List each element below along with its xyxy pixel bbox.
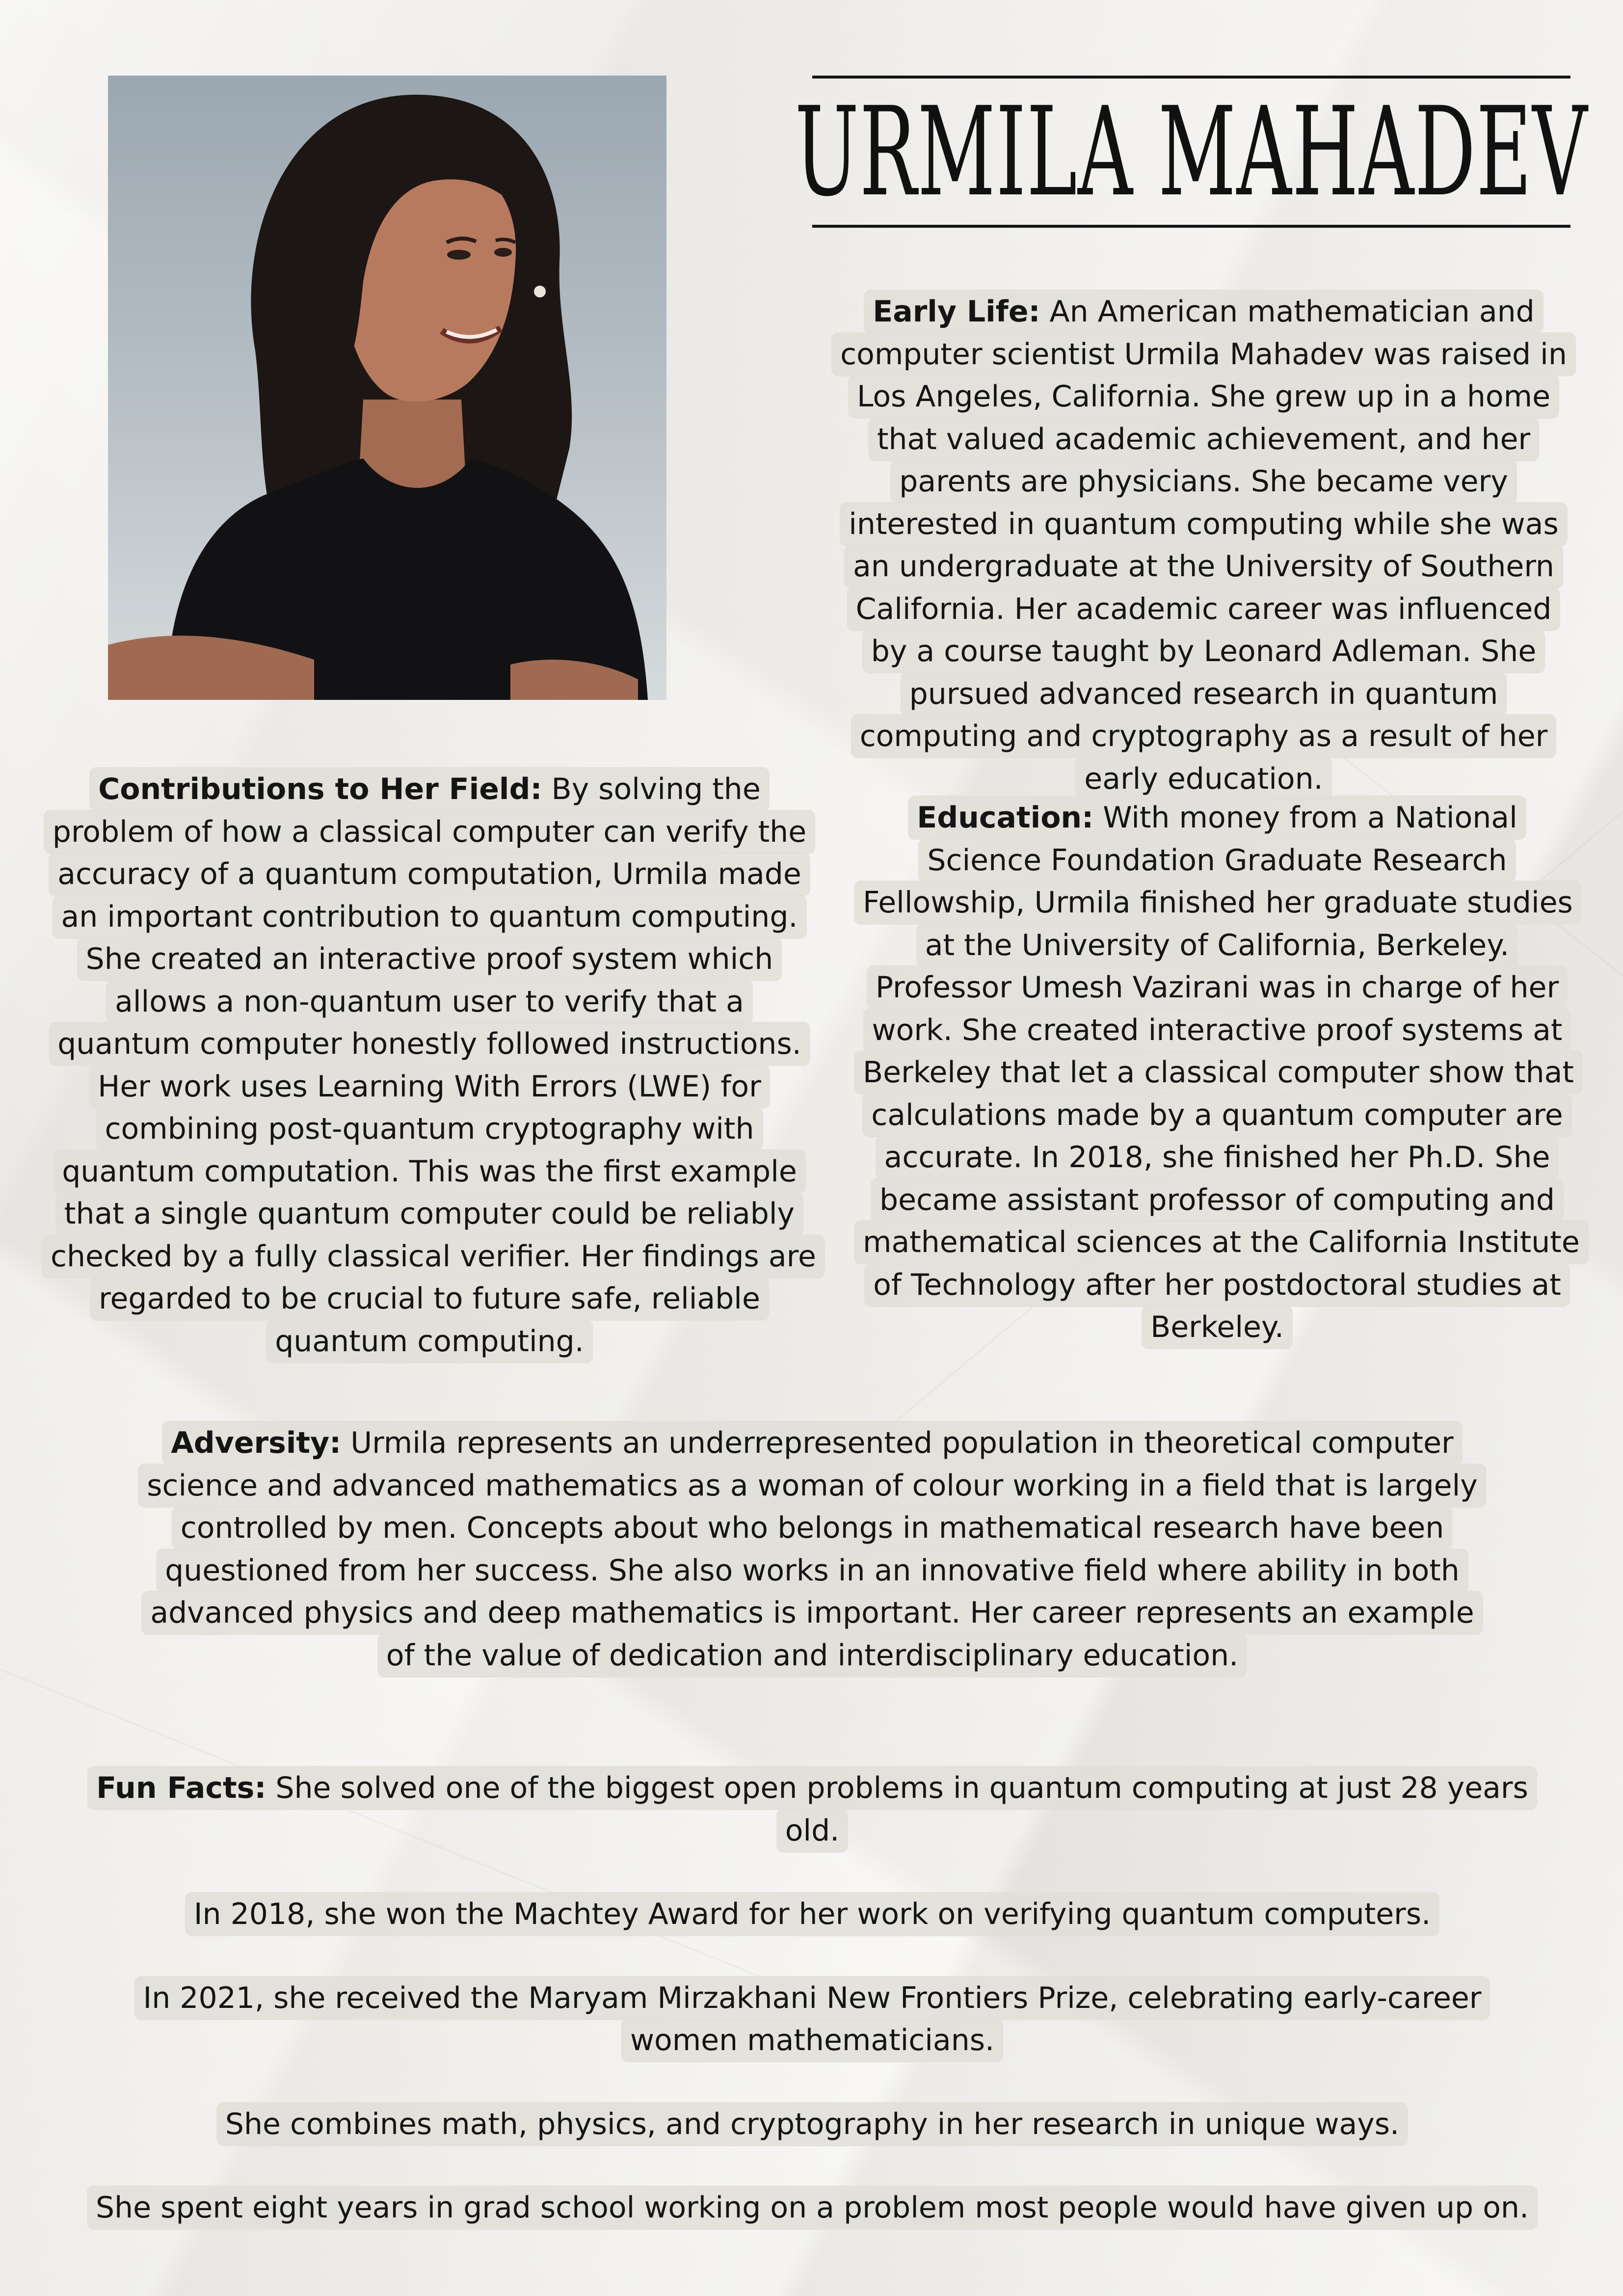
- fun-fact-text: She spent eight years in grad school working on a problem most people would have given up on.: [87, 2186, 1538, 2230]
- fun-facts-label: Fun Facts:: [96, 1771, 266, 1805]
- contributions-text: By solving the problem of how a classical computer can verify the accuracy of a quantum computation, Urmila made an important contribution to quantum computing. She created an interactive proof system which allows a non-quantum user to verify that a quantum computer honestly followed instructions. Her work uses Learning With Errors (LWE) for combining post-quantum cryptography with quantum computation. This was the first example that a single quantum computer could be reliably checked by a fully classical verifier. Her findings are regarded to be crucial to future safe, reliable quantum computing.: [51, 772, 816, 1359]
- fun-fact-item: [74, 1893, 1551, 1936]
- contributions-section: [42, 768, 817, 1362]
- fun-fact-item: [74, 2187, 1551, 2229]
- fun-fact-text: In 2018, she won the Machtey Award for her work on verifying quantum computers.: [185, 1892, 1439, 1936]
- adversity-section: [133, 1422, 1492, 1677]
- fun-fact-item: [74, 2103, 1551, 2146]
- fun-fact-text: She combines math, physics, and cryptography in her research in unique ways.: [216, 2102, 1408, 2146]
- adversity-label: Adversity:: [171, 1426, 342, 1460]
- early-life-section: [829, 291, 1578, 800]
- contributions-label: Contributions to Her Field:: [98, 772, 542, 806]
- fun-fact-item: [74, 1977, 1551, 2062]
- education-text: With money from a National Science Foundation Graduate Research Fellowship, Urmila finished her graduate studies at the University of California, Berkeley. Professor Umesh Vazirani was in charge of her work. She created interactive proof systems at Berkeley that let a classical computer show that calculations made by a quantum computer are accurate. In 2018, she finished her Ph.D. She became assistant professor of computing and mathematical sciences at the California Institute of Technology after her postdoctoral studies at Berkeley.: [863, 801, 1580, 1344]
- early-life-text: An American mathematician and computer scientist Urmila Mahadev was raised in Los Angeles, California. She grew up in a home that valued academic achievement, and her parents are physicians. She became very interested in quantum computing while she was an undergraduate at the University of Southern California. Her academic career was influenced by a course taught by Leonard Adleman. She pursued advanced research in quantum computing and cryptography as a result of her early education.: [840, 294, 1567, 796]
- title-top-rule: [812, 76, 1570, 79]
- education-section: [854, 797, 1580, 1349]
- adversity-text: Urmila represents an underrepresented population in theoretical computer science and advanced mathematics as a woman of colour working in a field that is largely controlled by men. Concepts about who belongs in mathematical research have been questioned from her success. She also works in an innovative field where ability in both advanced physics and deep mathematics is important. Her career represents an example of the value of dedication and interdisciplinary education.: [147, 1426, 1478, 1673]
- fun-facts-section: [74, 1767, 1551, 2229]
- early-life-label: Early Life:: [873, 294, 1040, 329]
- fun-fact-item: [74, 1767, 1551, 1852]
- fun-fact-text: In 2021, she received the Maryam Mirzakhani New Frontiers Prize, celebrating early-career women mathematicians.: [134, 1976, 1490, 2063]
- fun-fact-text: She solved one of the biggest open problems in quantum computing at just 28 years old.: [266, 1771, 1528, 1848]
- title-bottom-rule: [812, 225, 1570, 228]
- page-title: URMILA MAHADEV: [795, 80, 1588, 223]
- education-label: Education:: [917, 801, 1094, 835]
- portrait-photo: [108, 76, 666, 700]
